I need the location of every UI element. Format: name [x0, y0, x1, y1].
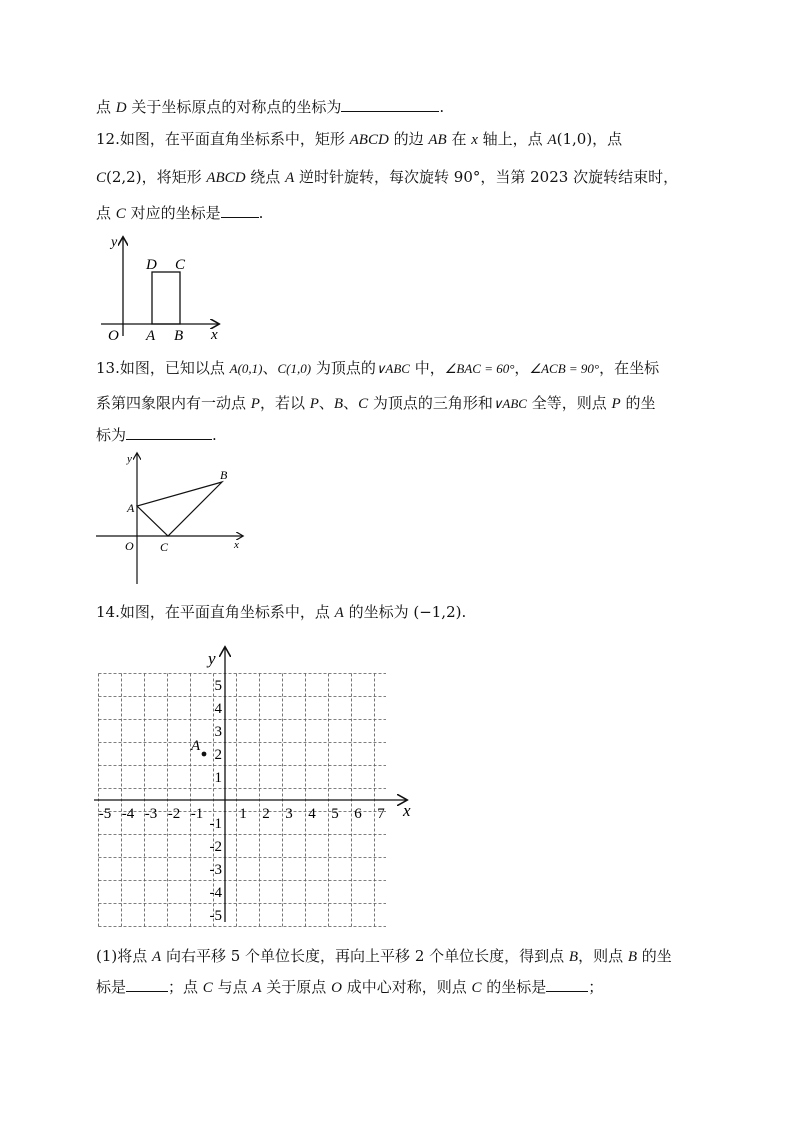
- text: 的坐: [637, 947, 672, 965]
- text-line-point-d: [96, 97, 444, 118]
- text: ，: [514, 359, 530, 377]
- x-tick-label: -4: [121, 806, 135, 822]
- point-d-label: D: [146, 257, 157, 273]
- var: ABCD: [206, 170, 246, 186]
- text: ，点: [592, 130, 623, 148]
- triangle: ∨ABC: [375, 361, 410, 376]
- var: C: [358, 396, 369, 412]
- point-a: [202, 752, 207, 757]
- var: x: [471, 132, 478, 148]
- var: A: [547, 132, 557, 148]
- x-tick-label: 5: [331, 806, 339, 822]
- text: .: [212, 426, 217, 444]
- q14-grid-figure: [90, 640, 420, 930]
- var: B: [627, 949, 638, 965]
- rectangle-abcd: [152, 272, 180, 324]
- y-label: y: [111, 235, 118, 250]
- text: 逆时针旋转，每次旋转 90°，当第 2023 次旋转结束时，: [294, 168, 679, 186]
- text: ，在坐标: [599, 359, 660, 377]
- q13-line-1: [96, 358, 659, 379]
- var: P: [250, 396, 260, 412]
- x-tick-label: 2: [262, 806, 270, 822]
- text: ；: [588, 978, 604, 996]
- text: 标为: [96, 426, 127, 444]
- text: 13.如图，已知以点: [96, 359, 230, 377]
- var: B: [333, 396, 344, 412]
- q14-sub1-line-2: [96, 977, 603, 998]
- q13-line-2: [96, 393, 655, 414]
- coord: (2,2): [106, 168, 142, 186]
- y-tick-label: -4: [209, 885, 222, 901]
- text: .: [258, 204, 264, 222]
- q13-figure: [94, 448, 250, 588]
- x-tick-label: 4: [308, 806, 316, 822]
- var: C: [115, 206, 126, 222]
- q14-line-1: [96, 602, 466, 623]
- angle: ∠ACB = 90°: [529, 361, 600, 376]
- text: 系第四象限内有一动点: [96, 394, 251, 412]
- y-tick-label: -1: [209, 816, 222, 832]
- text: 为顶点的三角形和: [368, 394, 493, 412]
- text: 绕点: [245, 168, 286, 186]
- text: 点: [96, 98, 116, 116]
- text: ；点: [168, 978, 203, 996]
- x-tick-label: 7: [377, 806, 385, 822]
- var: A: [334, 605, 344, 621]
- point-b-label: B: [220, 468, 228, 482]
- y-tick-label: 2: [214, 747, 222, 763]
- x-tick-label: -1: [190, 806, 204, 822]
- answer-blank-c[interactable]: [546, 977, 588, 992]
- y-tick-label: 3: [214, 724, 222, 740]
- x-tick-label: 6: [354, 806, 362, 822]
- x-tick-label: -2: [167, 806, 181, 822]
- var: C: [96, 170, 107, 186]
- text: 标是: [96, 978, 127, 996]
- var: O: [331, 980, 342, 996]
- coord: (−1,2): [413, 603, 462, 621]
- text: 、: [262, 359, 278, 377]
- var: P: [309, 396, 319, 412]
- answer-blank[interactable]: [221, 203, 259, 218]
- text: 的坐标为: [343, 603, 414, 621]
- text: ，将矩形: [141, 168, 207, 186]
- text: 关于原点: [261, 978, 332, 996]
- x-tick-label: 3: [285, 806, 293, 822]
- answer-blank-b[interactable]: [126, 977, 168, 992]
- var: AB: [428, 132, 447, 148]
- x-label: x: [403, 801, 411, 820]
- x-label: x: [234, 539, 239, 551]
- text: 中，: [409, 359, 445, 377]
- y-label: y: [208, 649, 216, 668]
- q12-figure: [98, 232, 230, 344]
- var: A: [152, 949, 162, 965]
- x-tick-labels: [99, 806, 386, 822]
- x-tick-label: 1: [239, 806, 247, 822]
- answer-blank[interactable]: [126, 425, 212, 440]
- point-b-label: B: [174, 328, 184, 344]
- text: (1)将点: [96, 947, 153, 965]
- var-d: D: [115, 100, 127, 116]
- triangle-abc: [137, 482, 222, 536]
- text: 在: [446, 130, 472, 148]
- y-tick-label: 4: [214, 701, 222, 717]
- point-a-label: A: [127, 501, 135, 515]
- text: 成中心对称，则点: [341, 978, 472, 996]
- q13-line-3: [96, 425, 217, 445]
- q14-sub1-line-1: [96, 946, 672, 967]
- var: A: [285, 170, 295, 186]
- answer-blank[interactable]: [341, 97, 439, 112]
- y-tick-labels: [210, 678, 223, 924]
- text: 的坐标是: [481, 978, 547, 996]
- text: .: [439, 98, 445, 116]
- var: P: [611, 396, 621, 412]
- var: B: [568, 949, 579, 965]
- origin-label: O: [125, 539, 134, 553]
- text: 、: [343, 394, 359, 412]
- x-label: x: [211, 327, 218, 343]
- text: ，则点: [578, 947, 628, 965]
- y-tick-label: -3: [209, 862, 222, 878]
- y-label: y: [127, 453, 132, 465]
- text: 对应的坐标是: [125, 204, 221, 222]
- coord-c: C(1,0): [277, 361, 312, 376]
- point-c-label: C: [175, 257, 186, 273]
- y-tick-label: -2: [209, 839, 222, 855]
- point-a-label: A: [191, 738, 201, 754]
- var: C: [471, 980, 482, 996]
- x-tick-label: -5: [98, 806, 112, 822]
- q12-line-1: [96, 129, 622, 150]
- text: 轴上，点: [477, 130, 548, 148]
- text: 关于坐标原点的对称点的坐标为: [126, 98, 342, 116]
- text: 点: [96, 204, 116, 222]
- text: .: [461, 603, 467, 621]
- text: 向右平移 5 个单位长度，再向上平移 2 个单位长度，得到点: [161, 947, 569, 965]
- point-c-label: C: [160, 540, 169, 554]
- q12-line-3: [96, 203, 263, 224]
- text: 的坐: [620, 394, 656, 412]
- y-tick-label: -5: [209, 908, 222, 924]
- text: 、: [318, 394, 334, 412]
- q12-line-2: [96, 167, 678, 188]
- coord: (1,0): [556, 130, 593, 148]
- var: ABCD: [349, 132, 389, 148]
- y-tick-label: 1: [214, 770, 222, 786]
- text: 全等，则点: [526, 394, 612, 412]
- point-a-label: A: [146, 328, 156, 344]
- text: 12.如图，在平面直角坐标系中，矩形: [96, 130, 350, 148]
- text: ，若以: [259, 394, 310, 412]
- text: 14.如图，在平面直角坐标系中，点: [96, 603, 335, 621]
- x-tick-label: -3: [144, 806, 158, 822]
- var: A: [252, 980, 262, 996]
- origin-label: O: [108, 328, 119, 344]
- text: 与点: [212, 978, 253, 996]
- triangle: ∨ABC: [492, 396, 527, 411]
- coord-a: A(0,1): [229, 361, 263, 376]
- text: 为顶点的: [311, 359, 376, 377]
- angle: ∠BAC = 60°: [444, 361, 515, 376]
- y-tick-label: 5: [214, 678, 222, 694]
- text: 的边: [388, 130, 429, 148]
- var: C: [202, 980, 213, 996]
